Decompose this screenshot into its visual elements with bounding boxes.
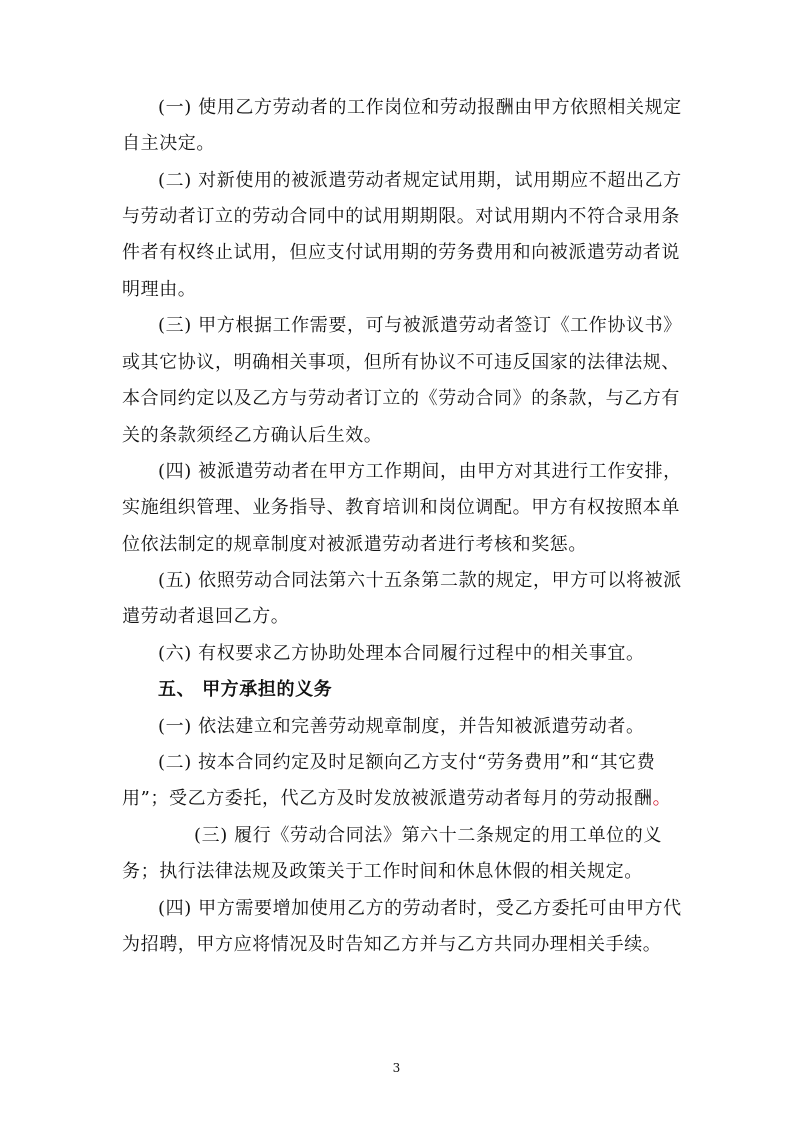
paragraph-line: 或其它协议，明确相关事项，但所有协议不可违反国家的法律法规、 (122, 352, 680, 373)
paragraph-line: (二) 按本合同约定及时足额向乙方支付“劳务费用”和“其它费 (158, 752, 656, 773)
paragraph-line (122, 788, 682, 810)
paragraph-line: (一) 使用乙方劳动者的工作岗位和劳动报酬由甲方依照相关规定 (158, 97, 682, 118)
paragraph-line: (六) 有权要求乙方协助处理本合同履行过程中的相关事宜。 (158, 643, 645, 664)
paragraph-line: 明理由。 (122, 279, 197, 300)
paragraph-line: (五) 依照劳动合同法第六十五条第二款的规定，甲方可以将被派 (158, 570, 682, 591)
paragraph-line: (四) 被派遣劳动者在甲方工作期间，由甲方对其进行工作安排， (158, 461, 682, 482)
paragraph-line: 关的条款须经乙方确认后生效。 (122, 425, 383, 446)
paragraph-line: 实施组织管理、业务指导、教育培训和岗位调配。甲方有权按照本单 (122, 497, 680, 518)
section-heading: 五、 甲方承担的义务 (158, 679, 333, 700)
paragraph-line: 本合同约定以及乙方与劳动者订立的《劳动合同》的条款，与乙方有 (122, 388, 680, 409)
paragraph-line: 位依法制定的规章制度对被派遣劳动者进行考核和奖惩。 (122, 534, 587, 555)
paragraph-line: 与劳动者订立的劳动合同中的试用期期限。对试用期内不符合录用条 (122, 206, 680, 227)
page-number: 3 (392, 1061, 401, 1075)
red-period: 。 (652, 788, 672, 809)
paragraph-line: 为招聘，甲方应将情况及时告知乙方并与乙方共同办理相关手续。 (122, 934, 662, 955)
paragraph-line: (三) 履行《劳动合同法》第六十二条规定的用工单位的义 (194, 825, 662, 846)
paragraph-line: 自主决定。 (122, 133, 215, 154)
paragraph-line: (二) 对新使用的被派遣劳动者规定试用期，试用期应不超出乙方 (158, 170, 682, 191)
paragraph-line: (四) 甲方需要增加使用乙方的劳动者时，受乙方委托可由甲方代 (158, 898, 682, 919)
paragraph-line: (一) 依法建立和完善劳动规章制度，并告知被派遣劳动者。 (158, 716, 645, 737)
paragraph-line: (三) 甲方根据工作需要，可与被派遣劳动者签订《工作协议书》 (158, 315, 682, 336)
paragraph-line: 务；执行法律法规及政策关于工作时间和休息休假的相关规定。 (122, 861, 643, 882)
paragraph-line: 遣劳动者退回乙方。 (122, 606, 290, 627)
paragraph-line: 件者有权终止试用，但应支付试用期的劳务费用和向被派遣劳动者说 (122, 242, 680, 263)
paragraph-line-text: 用”；受乙方委托，代乙方及时发放被派遣劳动者每月的劳动报酬 (122, 788, 653, 809)
